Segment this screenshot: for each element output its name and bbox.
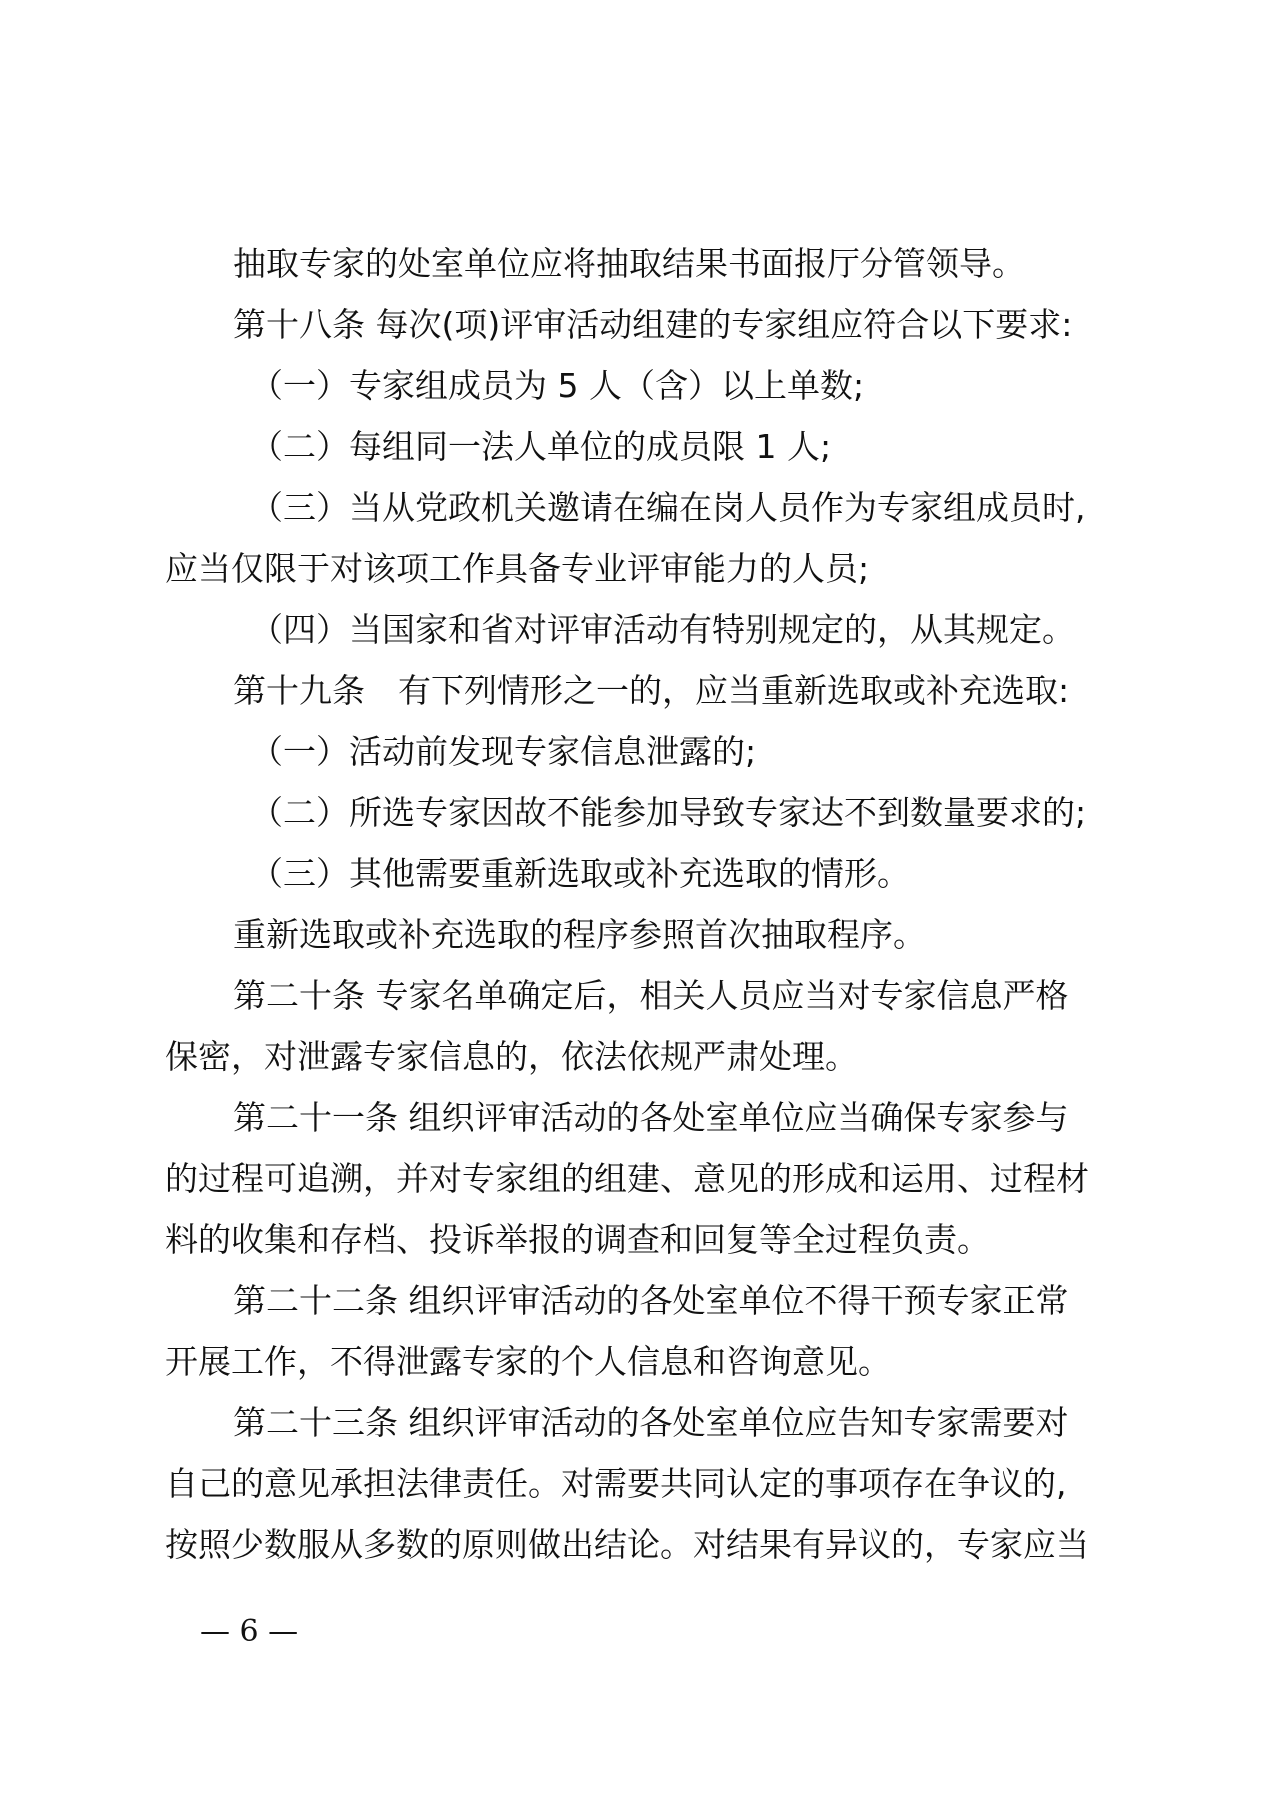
paragraph-line: 重新选取或补充选取的程序参照首次抽取程序。: [233, 915, 926, 954]
list-item: （一）活动前发现专家信息泄露的;: [250, 732, 757, 771]
paragraph-line: 应当仅限于对该项工作具备专业评审能力的人员;: [165, 549, 870, 588]
paragraph-line: 料的收集和存档、投诉举报的调查和回复等全过程负责。: [165, 1220, 990, 1259]
list-item: （二）所选专家因故不能参加导致专家达不到数量要求的;: [250, 793, 1087, 832]
list-item: （二）每组同一法人单位的成员限 1 人;: [250, 427, 832, 466]
article-23-paragraph: 第二十三条 组织评审活动的各处室单位应告知专家需要对: [233, 1403, 1069, 1442]
article-18-heading: 第十八条 每次(项)评审活动组建的专家组应符合以下要求:: [233, 305, 1073, 344]
paragraph-line: 的过程可追溯，并对专家组的组建、意见的形成和运用、过程材: [165, 1159, 1089, 1198]
article-20-paragraph: 第二十条 专家名单确定后，相关人员应当对专家信息严格: [233, 976, 1069, 1015]
paragraph-line: 开展工作，不得泄露专家的个人信息和咨询意见。: [165, 1342, 891, 1381]
document-body: [165, 233, 1125, 1575]
paragraph-line: 按照少数服从多数的原则做出结论。对结果有异议的，专家应当: [165, 1525, 1089, 1564]
article-19-heading: 第十九条 有下列情形之一的，应当重新选取或补充选取:: [233, 671, 1070, 710]
list-item: （三）其他需要重新选取或补充选取的情形。: [250, 854, 910, 893]
page-number: — 6 —: [200, 1614, 299, 1649]
list-item: （一）专家组成员为 5 人（含）以上单数;: [250, 366, 865, 405]
article-21-paragraph: 第二十一条 组织评审活动的各处室单位应当确保专家参与: [233, 1098, 1069, 1137]
paragraph-line: 自己的意见承担法律责任。对需要共同认定的事项存在争议的,: [165, 1464, 1067, 1503]
paragraph-line: 抽取专家的处室单位应将抽取结果书面报厅分管领导。: [233, 244, 1025, 283]
article-22-paragraph: 第二十二条 组织评审活动的各处室单位不得干预专家正常: [233, 1281, 1069, 1320]
list-item: （三）当从党政机关邀请在编在岗人员作为专家组成员时,: [250, 488, 1086, 527]
list-item: （四）当国家和省对评审活动有特别规定的，从其规定。: [250, 610, 1075, 649]
paragraph-line: 保密，对泄露专家信息的，依法依规严肃处理。: [165, 1037, 858, 1076]
